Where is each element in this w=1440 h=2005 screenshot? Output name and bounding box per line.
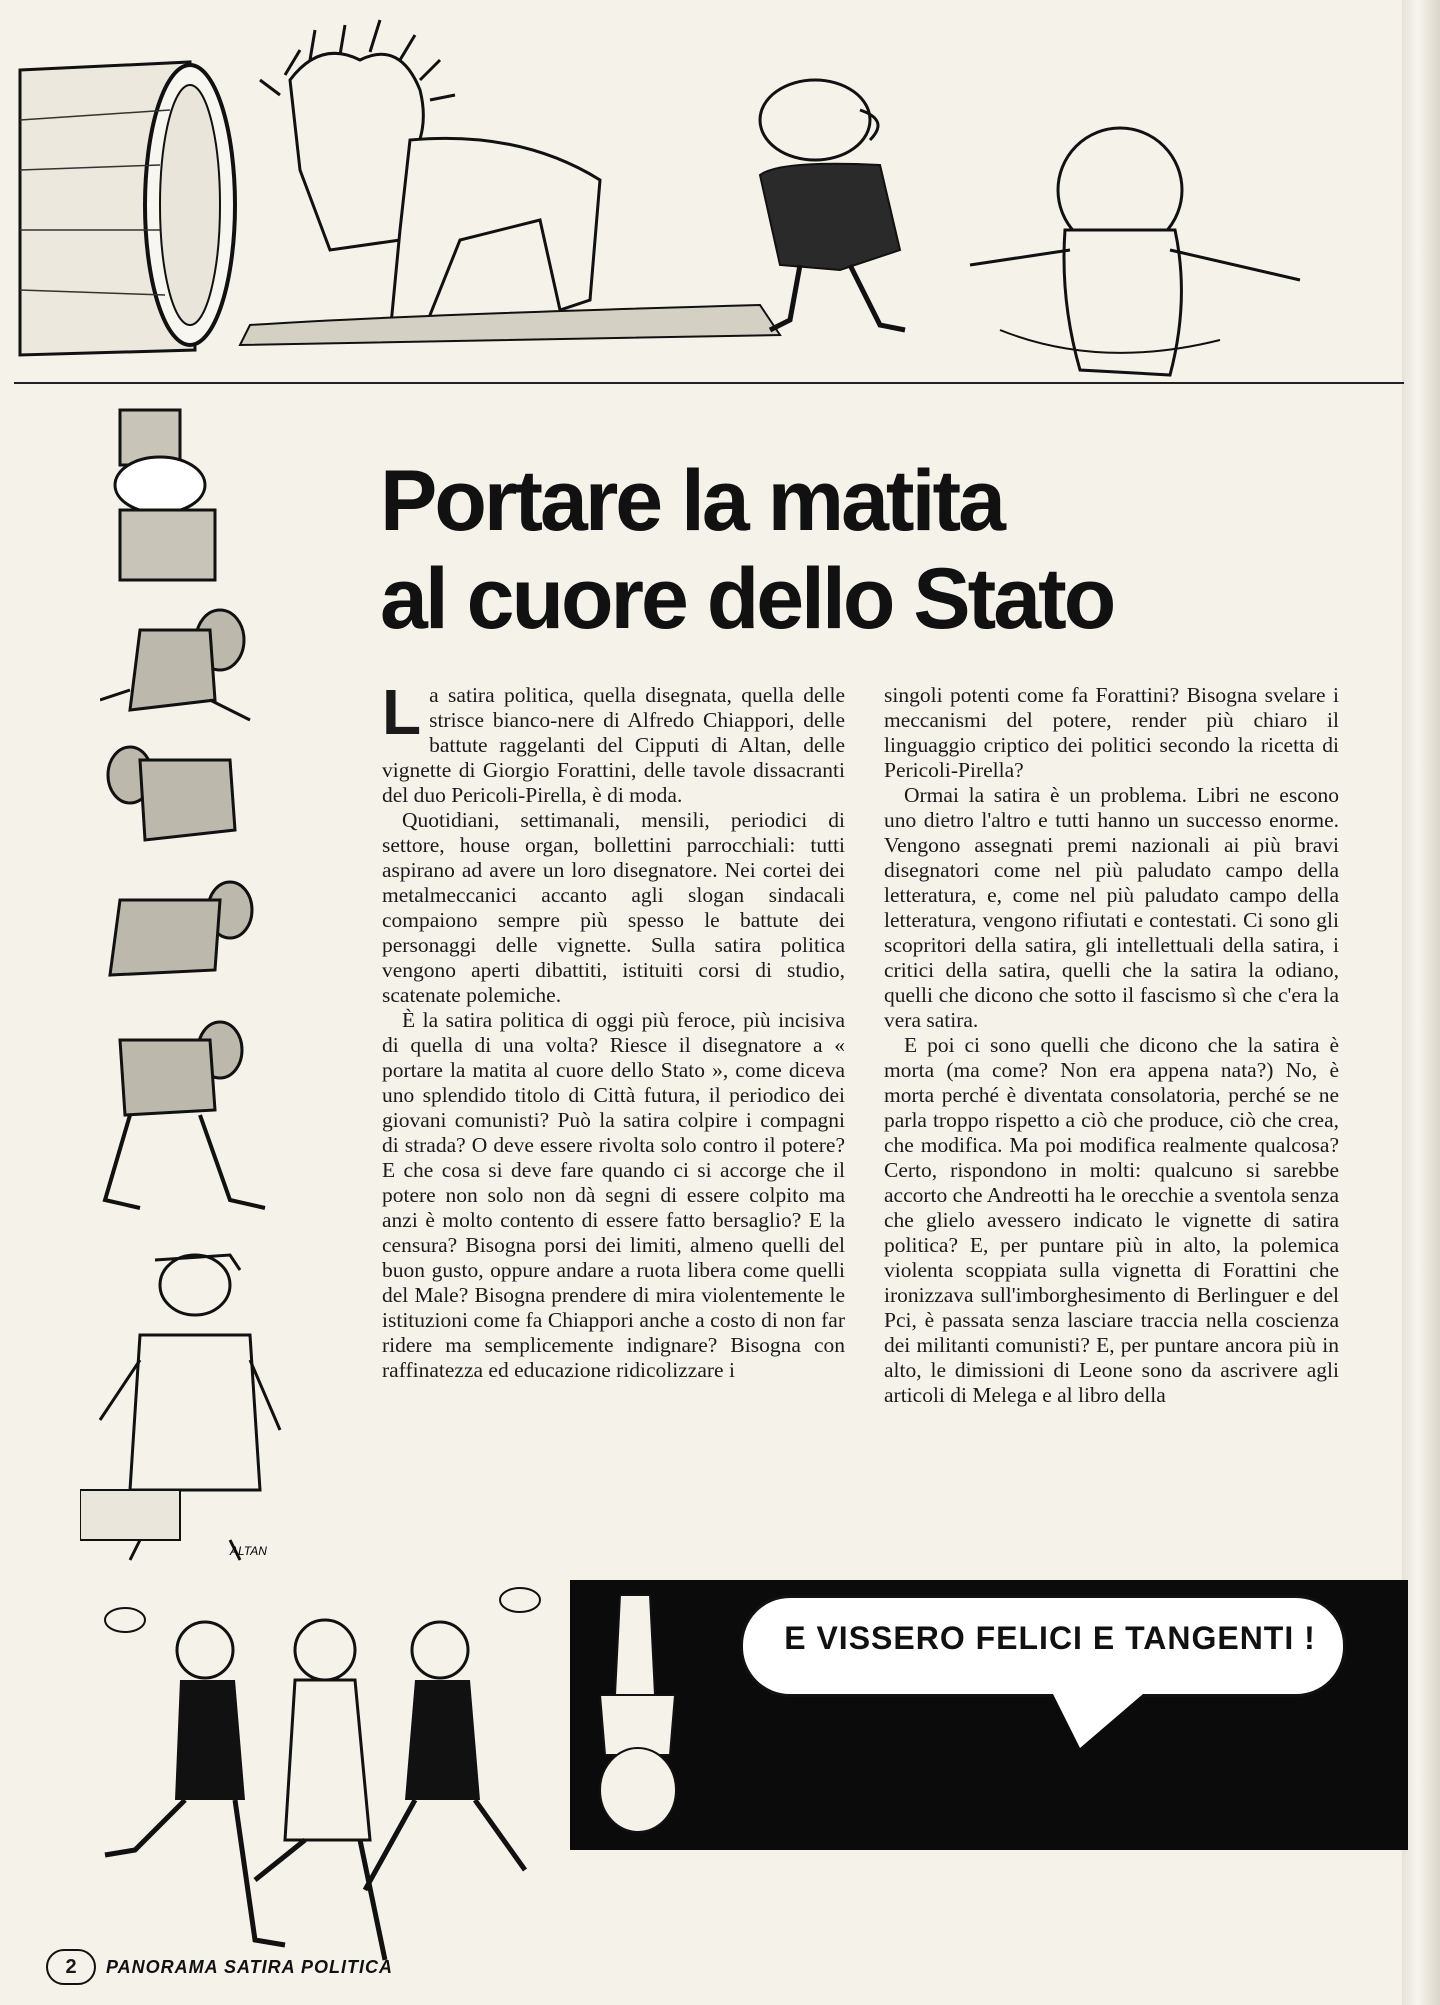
crawling-figure [240,20,780,345]
tube-drawing [20,62,235,355]
page-number: 2 [46,1949,96,1985]
article-paragraph: singoli potenti come fa Forattini? Bisogna svelare i meccanismi del potere, render più chiaro il linguaggio criptico dei politici secondo la ricetta di Pericoli-Pirella? [884,683,1339,782]
article-title-line-1: Portare la matita [380,453,1003,549]
stacked-figures-illustration [100,400,290,1220]
article-column-left [382,676,845,1383]
top-divider-rule [14,382,1404,384]
altan-signature: ALTAN [230,1544,267,1558]
speech-bubble-text: E VISSERO FELICI E TANGENTI ! [784,1620,1316,1656]
article-paragraph-text: a satira politica, quella disegnata, quella delle strisce bianco-nere di Alfredo Chiappori, delle battute raggelanti del Cipputi di Altan, delle vignette di Giorgio Forattini, delle tavole dissacranti del duo Pericoli-Pirella, è di moda. [382,683,845,807]
dancing-politicians-illustration [95,1580,555,1980]
article-title-line-2: al cuore dello Stato [380,551,1114,647]
walking-figure [760,80,905,330]
article-paragraph: E poi ci sono quelli che dicono che la satira è morta (ma come? Non era appena nata?) No, è morta perché è diventata consolatoria, perché se ne parla troppo rispetto a ciò che produce, ciò che crea, che modifica. Ma poi modifica realmente qualcosa? Certo, rispondono in molti: qualcuno si sarebbe accorto che Andreotti ha le orecchie a sventola senza che glielo avessero indicato le vignette di satira politica? E, per puntare più in alto, la polemica violenta scoppiata sulla vignetta di Forattini che ironizzava sull'imborghesimento di Berlinguer e del Pci, è passata senza lasciare traccia nella coscienza dei militanti comunisti? E, per puntare ancora più in alto, le dimissioni di Leone sono da ascrivere agli articoli di Melega e al libro della [884,1033,1339,1407]
top-cartoon-illustration [0,0,1410,385]
speech-bubble-tail [1040,1688,1160,1758]
article-title [380,452,1240,648]
article-paragraph: È la satira politica di oggi più feroce, più incisiva di quella di una volta? Riesce il disegnatore a « portare la matita al cuore dello Stato », come diceva uno splendido titolo di Città futura, il periodico dei giovani comunisti? Può la satira colpire i compagni di strada? O deve essere rivolta solo contro il potere? E che cosa si deve fare quando ci si accorge che il potere non solo non dà segni di essere colpito ma anzi è molto contento di essere fatto bersaglio? E la censura? Bisogna porsi dei limiti, almeno quelli del buon gusto, oppure andare a ruota libera come quelli del Male? Bisogna prendere di mira violentemente le istituzioni come fa Chiappori anche a costo di non far ridere ma semplicemente indignare? Bisogna con raffinatezza ed educazione ridicolizzare i [382,1008,845,1382]
skating-figure [970,128,1300,375]
altan-figure-illustration [80,1240,310,1570]
page-footer [46,1950,393,1984]
upside-down-figure-illustration [580,1585,700,1845]
article-column-right [884,683,1339,1408]
article-paragraph: Quotidiani, settimanali, mensili, periodici di settore, house organ, bollettini parrocchiali: tutti aspirano ad avere un loro disegnatore. Nei cortei dei metalmeccanici accanto agli slogan sindacali compaiono sempre più spesso le battute dei personaggi delle vignette. Sulla satira politica vengono aperti dibattiti, istituiti corsi di studio, scatenate polemiche. [382,808,845,1007]
drop-cap: L [382,676,422,748]
article-paragraph: Ormai la satira è un problema. Libri ne escono uno dietro l'altro e tutti hanno un successo enorme. Vengono assegnati premi nazionali ai più bravi disegnatori come nel più paludato campo della letteratura, e, come nel più paludato campo della letteratura, vengono rifiutati e contestati. Ci sono gli scopritori della satira, gli intellettuali della satira, i critici della satira, quelli che la satira la odiano, quelli che dicono che sotto il fascismo sì che c'era la vera satira. [884,783,1339,1032]
article-paragraph [382,676,845,808]
magazine-name: PANORAMA SATIRA POLITICA [106,1956,393,1977]
